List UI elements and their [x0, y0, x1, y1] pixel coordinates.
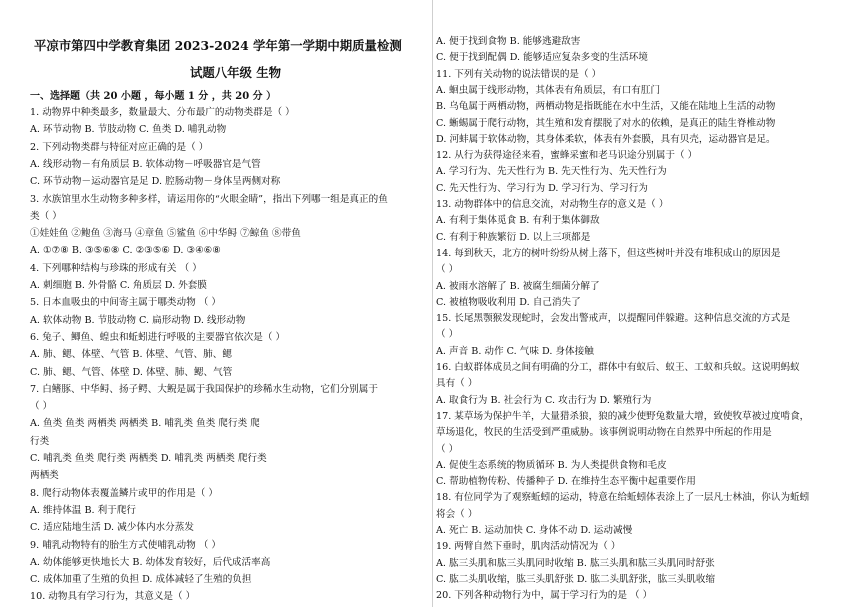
question-text-line: B. 乌龟属于两栖动物，两栖动物是指既能在水中生活，又能在陆地上生活的动物 — [436, 101, 776, 113]
question-text-line: C. 便于找到配偶 D. 能够适应复杂多变的生活环境 — [436, 52, 648, 64]
question-text-line: A. 环节动物 B. 节肢动物 C. 鱼类 D. 哺乳动物 — [30, 124, 227, 136]
question-text-line: A. 取食行为 B. 社会行为 C. 攻击行为 D. 繁殖行为 — [436, 394, 652, 406]
question-text-line: C. 蜥蜴属于爬行动物，其生殖和发育摆脱了对水的依赖，是真正的陆生脊椎动物 — [436, 117, 776, 129]
question-text-line: C. 肺、鳃、气管、体壁 D. 体壁、肺、鳃、气管 — [30, 366, 233, 378]
question-text-line: C. 环节动物－运动器官是足 D. 腔肠动物－身体呈两侧对称 — [30, 176, 281, 188]
question-text-line: 16. 白蚁群体成员之间有明确的分工，群体中有蚁后、蚁王、工蚁和兵蚁。这说明蚂蚁 — [436, 362, 800, 373]
question-text-line: A. 有利于集体觅食 B. 有利于集体御敌 — [436, 215, 600, 227]
question-text-line: A. 蛔虫属于线形动物，其体表有角质层，有口有肛门 — [436, 84, 661, 96]
question-text-line: A. 促使生态系统的物质循环 B. 为人类提供食物和毛皮 — [436, 459, 667, 471]
question-text-line: A. 便于找到食物 B. 能够逃避敌害 — [436, 36, 581, 47]
question-text-line: C. 肱二头肌收缩，肱三头肌舒张 D. 肱二头肌舒张，肱三头肌收缩 — [436, 573, 716, 585]
question-text-line: A. 声音 B. 动作 C. 气味 D. 身体接触 — [436, 345, 594, 357]
question-text-line: 具有（ ） — [436, 378, 478, 390]
question-text-line: 20. 下列各种动物行为中，属于学习行为的是 （ ） — [436, 590, 653, 602]
question-text-line: （ ） — [436, 443, 459, 455]
question-text-line: A. 鱼类 鱼类 两栖类 两栖类 B. 哺乳类 鱼类 爬行类 爬 — [30, 418, 260, 430]
question-text-line: 6. 兔子、鲫鱼、蝗虫和蚯蚓进行呼吸的主要器官依次是（ ） — [30, 331, 286, 343]
question-text-line: 4. 下列哪种结构与珍珠的形成有关 （ ） — [30, 262, 202, 274]
question-text-line: ①娃娃鱼 ②鲍鱼 ③海马 ④章鱼 ⑤鲨鱼 ⑥中华鲟 ⑦鲸鱼 ⑧带鱼 — [30, 228, 301, 240]
question-text-line: D. 河蚌属于软体动物，其身体柔软，体表有外套膜，具有贝壳，运动器官是足。 — [436, 133, 776, 145]
question-text-line: 行类 — [30, 435, 50, 447]
question-text-line: （ ） — [436, 329, 459, 341]
question-text-line: 14. 每到秋天，北方的树叶纷纷从树上落下，但这些树叶并没有堆积成山的原因是 — [436, 247, 781, 259]
question-text-line: A. 肱三头肌和肱三头肌同时收缩 B. 肱三头肌和肱三头肌同时舒张 — [436, 557, 715, 569]
question-text-line: 17. 某草场为保护牛羊，大量猎杀狼，狼的减少使野兔数量大增，致使牧草被过度啃食， — [436, 410, 810, 422]
question-text-line: 18. 有位同学为了观察蚯蚓的运动，特意在给蚯蚓体表涂上了一层凡士林油，你认为蚯蚓 — [436, 492, 810, 504]
question-text-line: A. 肺、鳃、体壁、气管 B. 体壁、气管、肺、鳃 — [30, 349, 232, 361]
question-text-line: 5. 日本血吸虫的中间寄主属于哪类动物 （ ） — [30, 297, 221, 309]
question-text-line: C. 适应陆地生活 D. 减少体内水分蒸发 — [30, 522, 194, 534]
question-text-line: A. 死亡 B. 运动加快 C. 身体不动 D. 运动减慢 — [436, 525, 633, 536]
question-text-line: A. 幼体能够更快地长大 B. 幼体发育较好，后代成活率高 — [30, 556, 271, 568]
question-text-line: 11. 下列有关动物的说法错误的是（ ） — [436, 68, 602, 80]
exam-subtitle: 试题八年级 生物 — [190, 65, 282, 80]
question-text-line: C. 先天性行为、学习行为 D. 学习行为、学习行为 — [436, 182, 648, 194]
column-divider — [432, 0, 433, 607]
question-text-line: A. 线形动物－有角质层 B. 软体动物－呼吸器官是气管 — [30, 158, 261, 170]
question-text-line: 19. 两臂自然下垂时，肌肉活动情况为（ ） — [436, 541, 621, 553]
question-text-line: 8. 爬行动物体表覆盖鳞片或甲的作用是（ ） — [30, 487, 218, 499]
question-text-line: C. 被植物吸收利用 D. 自己消失了 — [436, 296, 581, 308]
question-text-line: 13. 动物群体中的信息交流，对动物生存的意义是（ ） — [436, 199, 669, 210]
question-text-line: C. 有利于种族繁衍 D. 以上三项都是 — [436, 231, 591, 243]
question-text-line: A. 被雨水溶解了 B. 被腐生细菌分解了 — [436, 280, 600, 292]
question-text-line: 7. 白鳍豚、中华鲟、扬子鳄、大鲵是属于我国保护的珍稀水生动物，它们分别属于 — [30, 383, 378, 395]
question-text-line: 12. 从行为获得途径来看，蜜蜂采蜜和老马识途分别属于（ ） — [436, 150, 698, 162]
question-text-line: C. 成体加重了生殖的负担 D. 成体减轻了生殖的负担 — [30, 574, 252, 586]
question-text-line: 草场退化，牧民的生活受到严重威胁。该事例说明动物在自然界中所起的作用是 — [436, 427, 772, 439]
question-text-line: A. 软体动物 B. 节肢动物 C. 扁形动物 D. 线形动物 — [30, 314, 246, 326]
question-text-line: C. 哺乳类 鱼类 爬行类 两栖类 D. 哺乳类 两栖类 爬行类 — [30, 453, 267, 464]
question-text-line: 类（ ） — [30, 210, 62, 222]
question-text-line: C. 帮助植物传粉、传播种子 D. 在维持生态平衡中起重要作用 — [436, 476, 696, 488]
question-text-line: （ ） — [436, 264, 459, 276]
question-text-line: 15. 长尾黑颚猴发现蛇时，会发出警戒声，以提醒同伴躲避。这种信息交流的方式是 — [436, 313, 791, 325]
question-text-line: 将会（ ） — [436, 508, 478, 520]
section-heading: 一、选择题（共 20 小题 ，每小题 1 分 ，共 20 分 ） — [30, 91, 277, 102]
question-text-line: A. 学习行为、先天性行为 B. 先天性行为、先天性行为 — [436, 166, 667, 178]
question-text-line: 9. 哺乳动物特有的胎生方式使哺乳动物 （ ） — [30, 539, 221, 551]
exam-title: 平凉市第四中学教育集团 2023-2024 学年第一学期中期质量检测 — [34, 38, 402, 53]
question-text-line: A. 维持体温 B. 利于爬行 — [30, 504, 136, 516]
question-text-line: 两栖类 — [30, 470, 59, 482]
question-text-line: （ ） — [30, 401, 53, 413]
question-text-line: A. ①⑦⑧ B. ③⑤⑥⑧ C. ②③⑤⑥ D. ③④⑥⑧ — [30, 245, 221, 257]
question-text-line: 1. 动物界中种类最多，数量最大、分布最广的动物类群是（ ） — [30, 107, 295, 118]
question-text-line: A. 刺细胞 B. 外骨骼 C. 角质层 D. 外套膜 — [30, 280, 207, 291]
question-text-line: 3. 水族馆里水生动物多种多样，请运用你的“火眼金睛”，指出下列哪一组是真正的鱼 — [30, 193, 388, 205]
question-text-line: 2. 下列动物类群与特征对应正确的是（ ） — [30, 141, 209, 153]
question-text-line: 10. 动物具有学习行为，其意义是（ ） — [30, 591, 196, 603]
